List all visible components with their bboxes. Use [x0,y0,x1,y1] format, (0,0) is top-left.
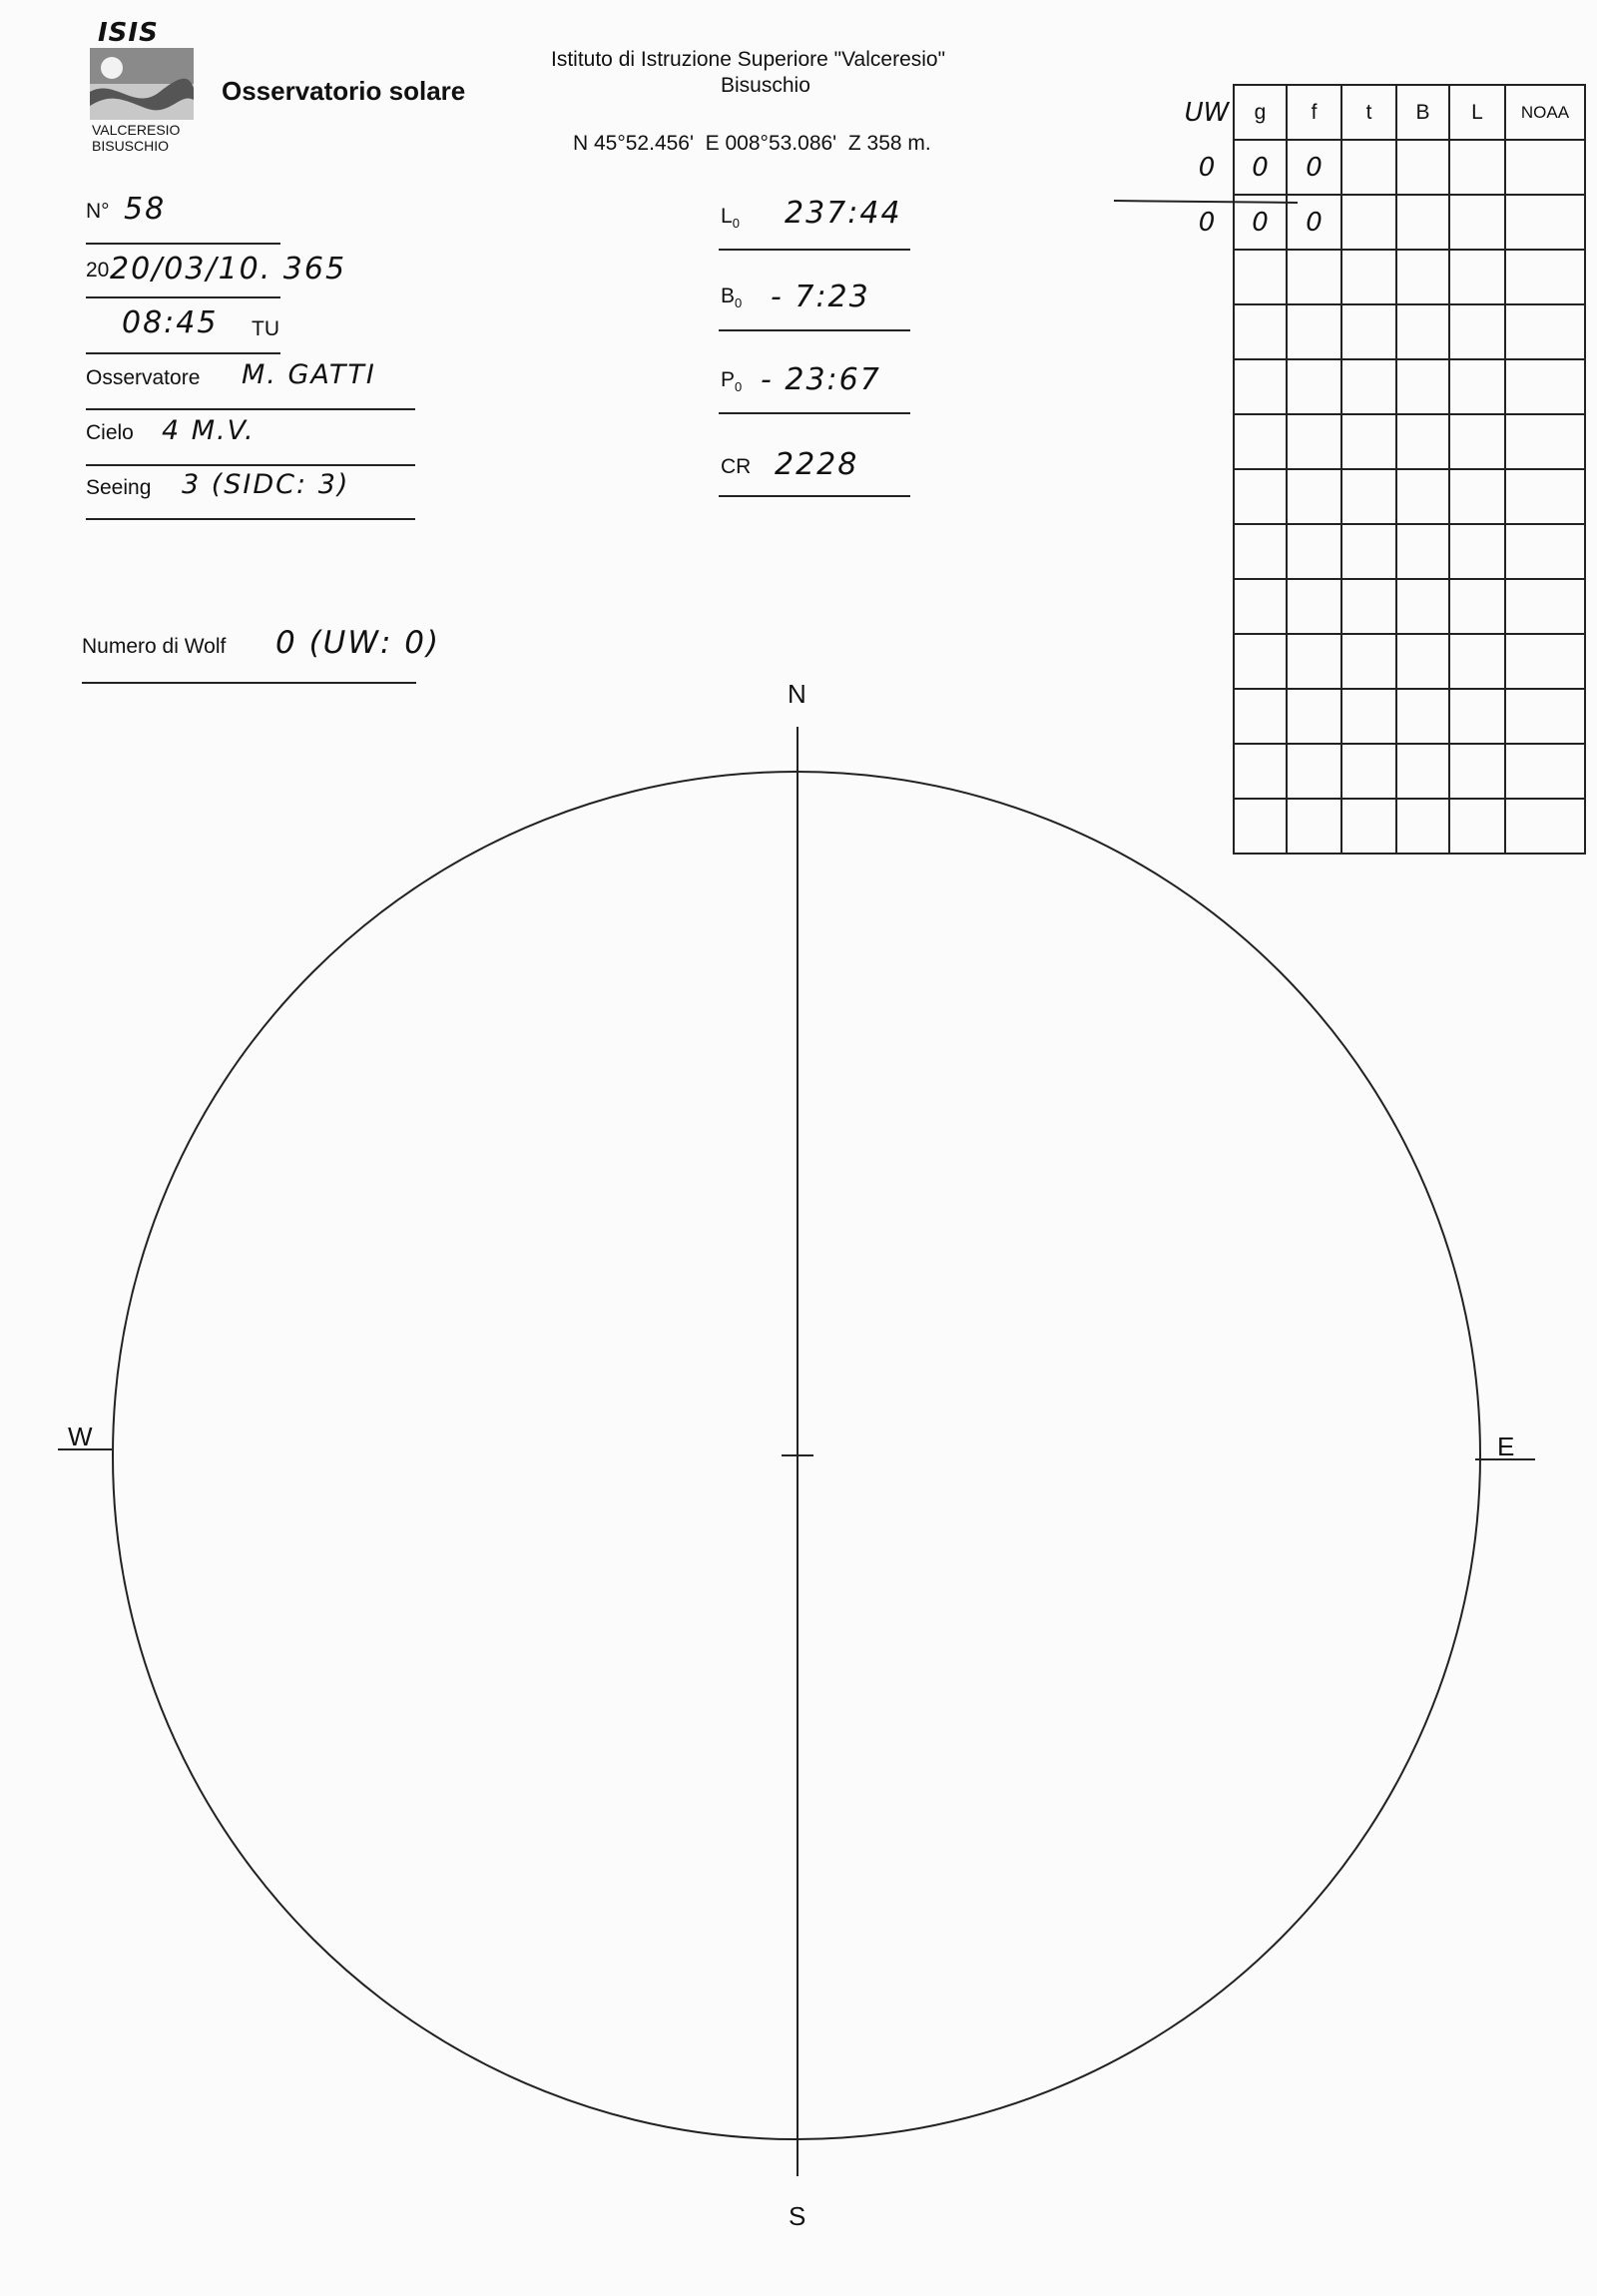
p0-label: $P_0$ [721,368,743,395]
header-t: t [1341,85,1396,140]
seeing-label: Seeing [86,476,152,499]
observer-value: M. GATTI [242,359,376,390]
date-value: 20/03/10. 365 [110,252,347,287]
l0-label: $L_0$ [721,205,740,232]
header-f: f [1287,85,1341,140]
time-suffix: TU [252,317,279,340]
table-cell: 0 [1287,140,1341,195]
header-g: g [1234,85,1287,140]
observer-label: Osservatore [86,366,201,389]
table-cell: 0 [1287,195,1341,250]
table-cell: 0 [1198,207,1216,238]
header-b: B [1396,85,1449,140]
table-cell: 0 [1234,140,1287,195]
sky-label: Cielo [86,421,134,444]
cr-value: 2228 [775,447,859,482]
logo-name: VALCERESIO [92,122,181,138]
north-label: N [788,679,806,709]
time-value: 08:45 [122,305,219,340]
wolf-value: 0 (UW: 0) [275,625,441,661]
south-label: S [789,2201,806,2231]
observatory-title: Osservatorio solare [222,76,466,106]
header-noaa: NOAA [1505,85,1585,140]
east-label: E [1497,1432,1515,1461]
l0-value: 237:44 [785,196,902,231]
b0-value: - 7:23 [771,280,870,314]
west-label: W [68,1422,93,1451]
header-uw: UW [1184,97,1230,128]
header-l: L [1449,85,1505,140]
cr-label: CR [721,455,752,478]
sky-value: 4 M.V. [162,415,256,446]
table-cell: 0 [1198,152,1216,183]
p0-value: - 23:67 [761,362,881,397]
wolf-label: Numero di Wolf [82,635,227,658]
date-prefix: 20 [86,259,110,282]
institute-town: Bisuschio [721,74,810,97]
logo-place: BISUSCHIO [92,138,170,152]
drawing-number-label: N° [86,200,110,223]
seeing-value: 3 (SIDC: 3) [182,469,350,500]
table-cell: 0 [1234,195,1287,250]
logo-wordmark: ISIS [98,18,159,48]
site-coordinates: N 45°52.456' E 008°53.086' Z 358 m. [573,132,931,155]
institute-name: Istituto di Istruzione Superiore "Valceresio" [551,48,946,71]
b0-label: $B_0$ [721,285,743,311]
drawing-number-value: 58 [124,192,167,227]
